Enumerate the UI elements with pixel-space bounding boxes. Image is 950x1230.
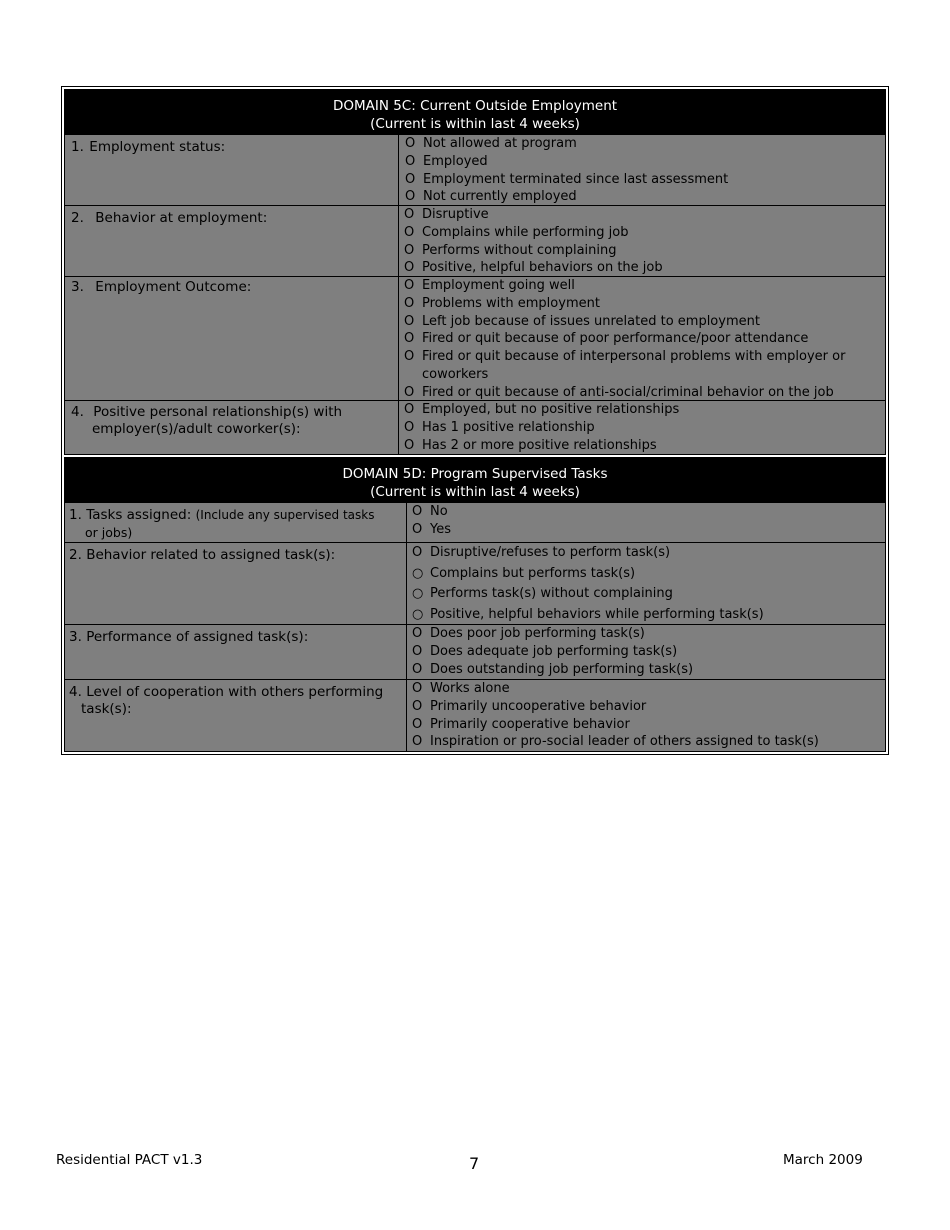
- question-label: 4. Level of cooperation with others performing task(s):: [65, 680, 407, 751]
- answer-options: [407, 503, 455, 542]
- radio-icon: O: [404, 278, 415, 293]
- assessment-form: [61, 86, 889, 755]
- radio-icon: O: [404, 437, 415, 453]
- radio-option[interactable]: O No: [412, 504, 448, 519]
- question-label: 2. Behavior related to assigned task(s):: [65, 543, 407, 624]
- radio-icon: O: [404, 207, 415, 222]
- question-label: 1. Tasks assigned: (Include any supervised tasks or jobs): [65, 503, 407, 542]
- radio-option[interactable]: O Employment going well: [404, 278, 575, 293]
- answer-options: [407, 543, 768, 624]
- radio-option[interactable]: O Disruptive/refuses to perform task(s): [412, 543, 764, 564]
- question-row: [65, 679, 885, 751]
- footer-page-number: 7: [469, 1154, 480, 1173]
- radio-option[interactable]: O Does poor job performing task(s): [412, 626, 645, 641]
- radio-icon: O: [412, 643, 423, 659]
- radio-option[interactable]: ○ Performs task(s) without complaining: [412, 584, 764, 605]
- question-label: 4. Positive personal relationship(s) with employer(s)/adult coworker(s):: [65, 401, 399, 454]
- radio-icon: O: [412, 545, 423, 560]
- answer-options: [399, 135, 732, 205]
- question-row: [65, 205, 885, 276]
- radio-option[interactable]: O Fired or quit because of poor performance/poor attendance: [404, 331, 809, 347]
- radio-option[interactable]: O Fired or quit because of interpersonal problems with employer or: [404, 349, 846, 365]
- answer-options: [399, 206, 667, 276]
- domain-5c-header: [65, 90, 885, 134]
- radio-icon: O: [412, 734, 423, 750]
- radio-option[interactable]: O Has 2 or more positive relationships: [404, 437, 657, 453]
- radio-option[interactable]: O Fired or quit because of anti-social/criminal behavior on the job: [404, 384, 834, 400]
- radio-option[interactable]: O Primarily uncooperative behavior: [412, 698, 647, 714]
- radio-icon: ○: [412, 586, 424, 601]
- question-row: [65, 624, 885, 679]
- radio-option[interactable]: O Disruptive: [404, 207, 489, 222]
- radio-icon: O: [404, 295, 415, 311]
- radio-option[interactable]: O Inspiration or pro-social leader of others assigned to task(s): [412, 734, 819, 750]
- radio-option[interactable]: O Employed, but no positive relationships: [404, 402, 680, 417]
- question-row: [65, 400, 885, 454]
- question-label: 3. Employment Outcome:: [65, 277, 399, 400]
- radio-option[interactable]: O Performs without complaining: [404, 242, 617, 258]
- radio-icon: O: [405, 136, 416, 151]
- option-continuation: coworkers: [422, 366, 489, 382]
- domain-5d-title: DOMAIN 5D: Program Supervised Tasks: [342, 466, 608, 482]
- radio-icon: O: [404, 313, 415, 329]
- question-label: 3. Performance of assigned task(s):: [65, 625, 407, 679]
- question-row: [65, 542, 885, 624]
- radio-icon: O: [412, 698, 423, 714]
- radio-icon: O: [404, 349, 415, 365]
- question-row: [65, 134, 885, 205]
- radio-option[interactable]: O Does adequate job performing task(s): [412, 643, 678, 659]
- domain-5c-section: [64, 89, 886, 455]
- radio-icon: O: [404, 384, 415, 400]
- radio-option[interactable]: O Does outstanding job performing task(s): [412, 661, 694, 677]
- radio-option[interactable]: O Works alone: [412, 681, 510, 696]
- radio-icon: O: [404, 402, 415, 417]
- radio-option[interactable]: ○ Positive, helpful behaviors while performing task(s): [412, 605, 764, 626]
- radio-icon: O: [405, 189, 416, 205]
- radio-icon: O: [404, 242, 415, 258]
- radio-option[interactable]: ○ Complains but performs task(s): [412, 564, 764, 585]
- footer-doc-version: Residential PACT v1.3: [56, 1152, 203, 1168]
- radio-option[interactable]: O Employed: [405, 153, 488, 169]
- radio-option[interactable]: O Employment terminated since last assessment: [405, 171, 729, 187]
- radio-icon: ○: [412, 606, 424, 622]
- domain-5d-header: [65, 458, 885, 502]
- question-label: 2. Behavior at employment:: [65, 206, 399, 276]
- domain-5c-title: DOMAIN 5C: Current Outside Employment: [332, 98, 618, 114]
- radio-icon: O: [412, 681, 423, 696]
- question-label: 1. Employment status:: [65, 135, 399, 205]
- radio-option[interactable]: O Primarily cooperative behavior: [412, 716, 630, 732]
- answer-options: [399, 401, 683, 454]
- question-row: [65, 276, 885, 400]
- question-row: [65, 502, 885, 542]
- radio-icon: O: [412, 716, 423, 732]
- domain-5c-subtitle: (Current is within last 4 weeks): [370, 116, 580, 132]
- radio-icon: O: [404, 419, 415, 435]
- radio-icon: O: [404, 224, 415, 240]
- radio-icon: ○: [412, 565, 424, 581]
- radio-icon: O: [412, 504, 423, 519]
- radio-icon: O: [405, 171, 416, 187]
- radio-option[interactable]: O Yes: [412, 521, 451, 537]
- domain-5d-section: [64, 457, 886, 752]
- radio-option[interactable]: O Not currently employed: [405, 189, 577, 205]
- answer-options: [407, 625, 697, 679]
- radio-option[interactable]: O Left job because of issues unrelated to employment: [404, 313, 760, 329]
- radio-option[interactable]: O Not allowed at program: [405, 136, 577, 151]
- radio-option[interactable]: O Positive, helpful behaviors on the job: [404, 260, 663, 276]
- radio-option[interactable]: O Complains while performing job: [404, 224, 629, 240]
- domain-5d-subtitle: (Current is within last 4 weeks): [370, 484, 580, 500]
- radio-icon: O: [412, 521, 423, 537]
- radio-icon: O: [405, 153, 416, 169]
- radio-icon: O: [412, 626, 423, 641]
- radio-icon: O: [412, 661, 423, 677]
- answer-options: [399, 277, 849, 400]
- radio-icon: O: [404, 260, 415, 276]
- radio-option[interactable]: O Has 1 positive relationship: [404, 419, 595, 435]
- radio-icon: O: [404, 331, 415, 347]
- answer-options: [407, 680, 823, 751]
- radio-option[interactable]: O Problems with employment: [404, 295, 600, 311]
- footer-date: March 2009: [783, 1152, 863, 1168]
